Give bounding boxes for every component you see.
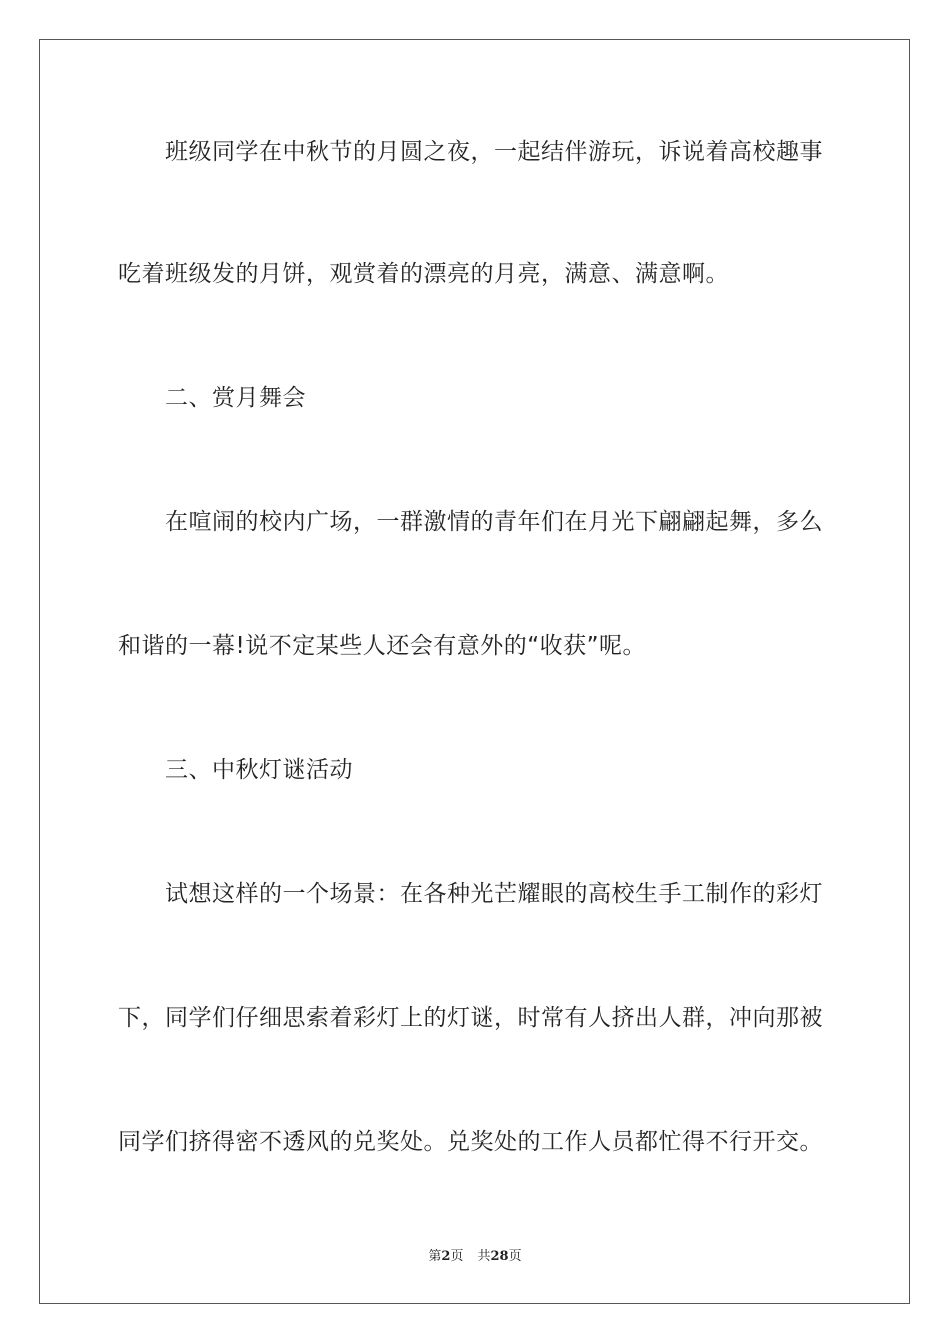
total-suffix: 页	[508, 1249, 522, 1264]
total-pages: 28	[490, 1249, 509, 1264]
page-number: 2	[441, 1249, 451, 1264]
page-suffix: 页	[450, 1249, 464, 1264]
paragraph-line-3: 在喧闹的校内广场，一群激情的青年们在月光下翩翩起舞，多么	[165, 509, 823, 535]
paragraph-line-2: 吃着班级发的月饼，观赏着的漂亮的月亮，满意、满意啊。	[118, 261, 729, 287]
paragraph-line-5: 试想这样的一个场景：在各种光芒耀眼的高校生手工制作的彩灯	[165, 881, 823, 907]
page-prefix: 第	[428, 1249, 442, 1264]
total-prefix: 共	[477, 1249, 491, 1264]
paragraph-line-1: 班级同学在中秋节的月圆之夜，一起结伴游玩，诉说着高校趣事	[165, 139, 823, 165]
paragraph-line-7: 同学们挤得密不透风的兑奖处。兑奖处的工作人员都忙得不行开交。	[118, 1129, 823, 1155]
section-heading-3: 三、中秋灯谜活动	[165, 757, 353, 783]
section-heading-2: 二、赏月舞会	[165, 385, 306, 411]
page-border	[39, 39, 910, 1304]
paragraph-line-6: 下，同学们仔细思索着彩灯上的灯谜，时常有人挤出人群，冲向那被	[118, 1005, 823, 1031]
page-footer	[0, 1248, 950, 1266]
paragraph-line-4: 和谐的一幕!说不定某些人还会有意外的“收获”呢。	[118, 633, 647, 659]
